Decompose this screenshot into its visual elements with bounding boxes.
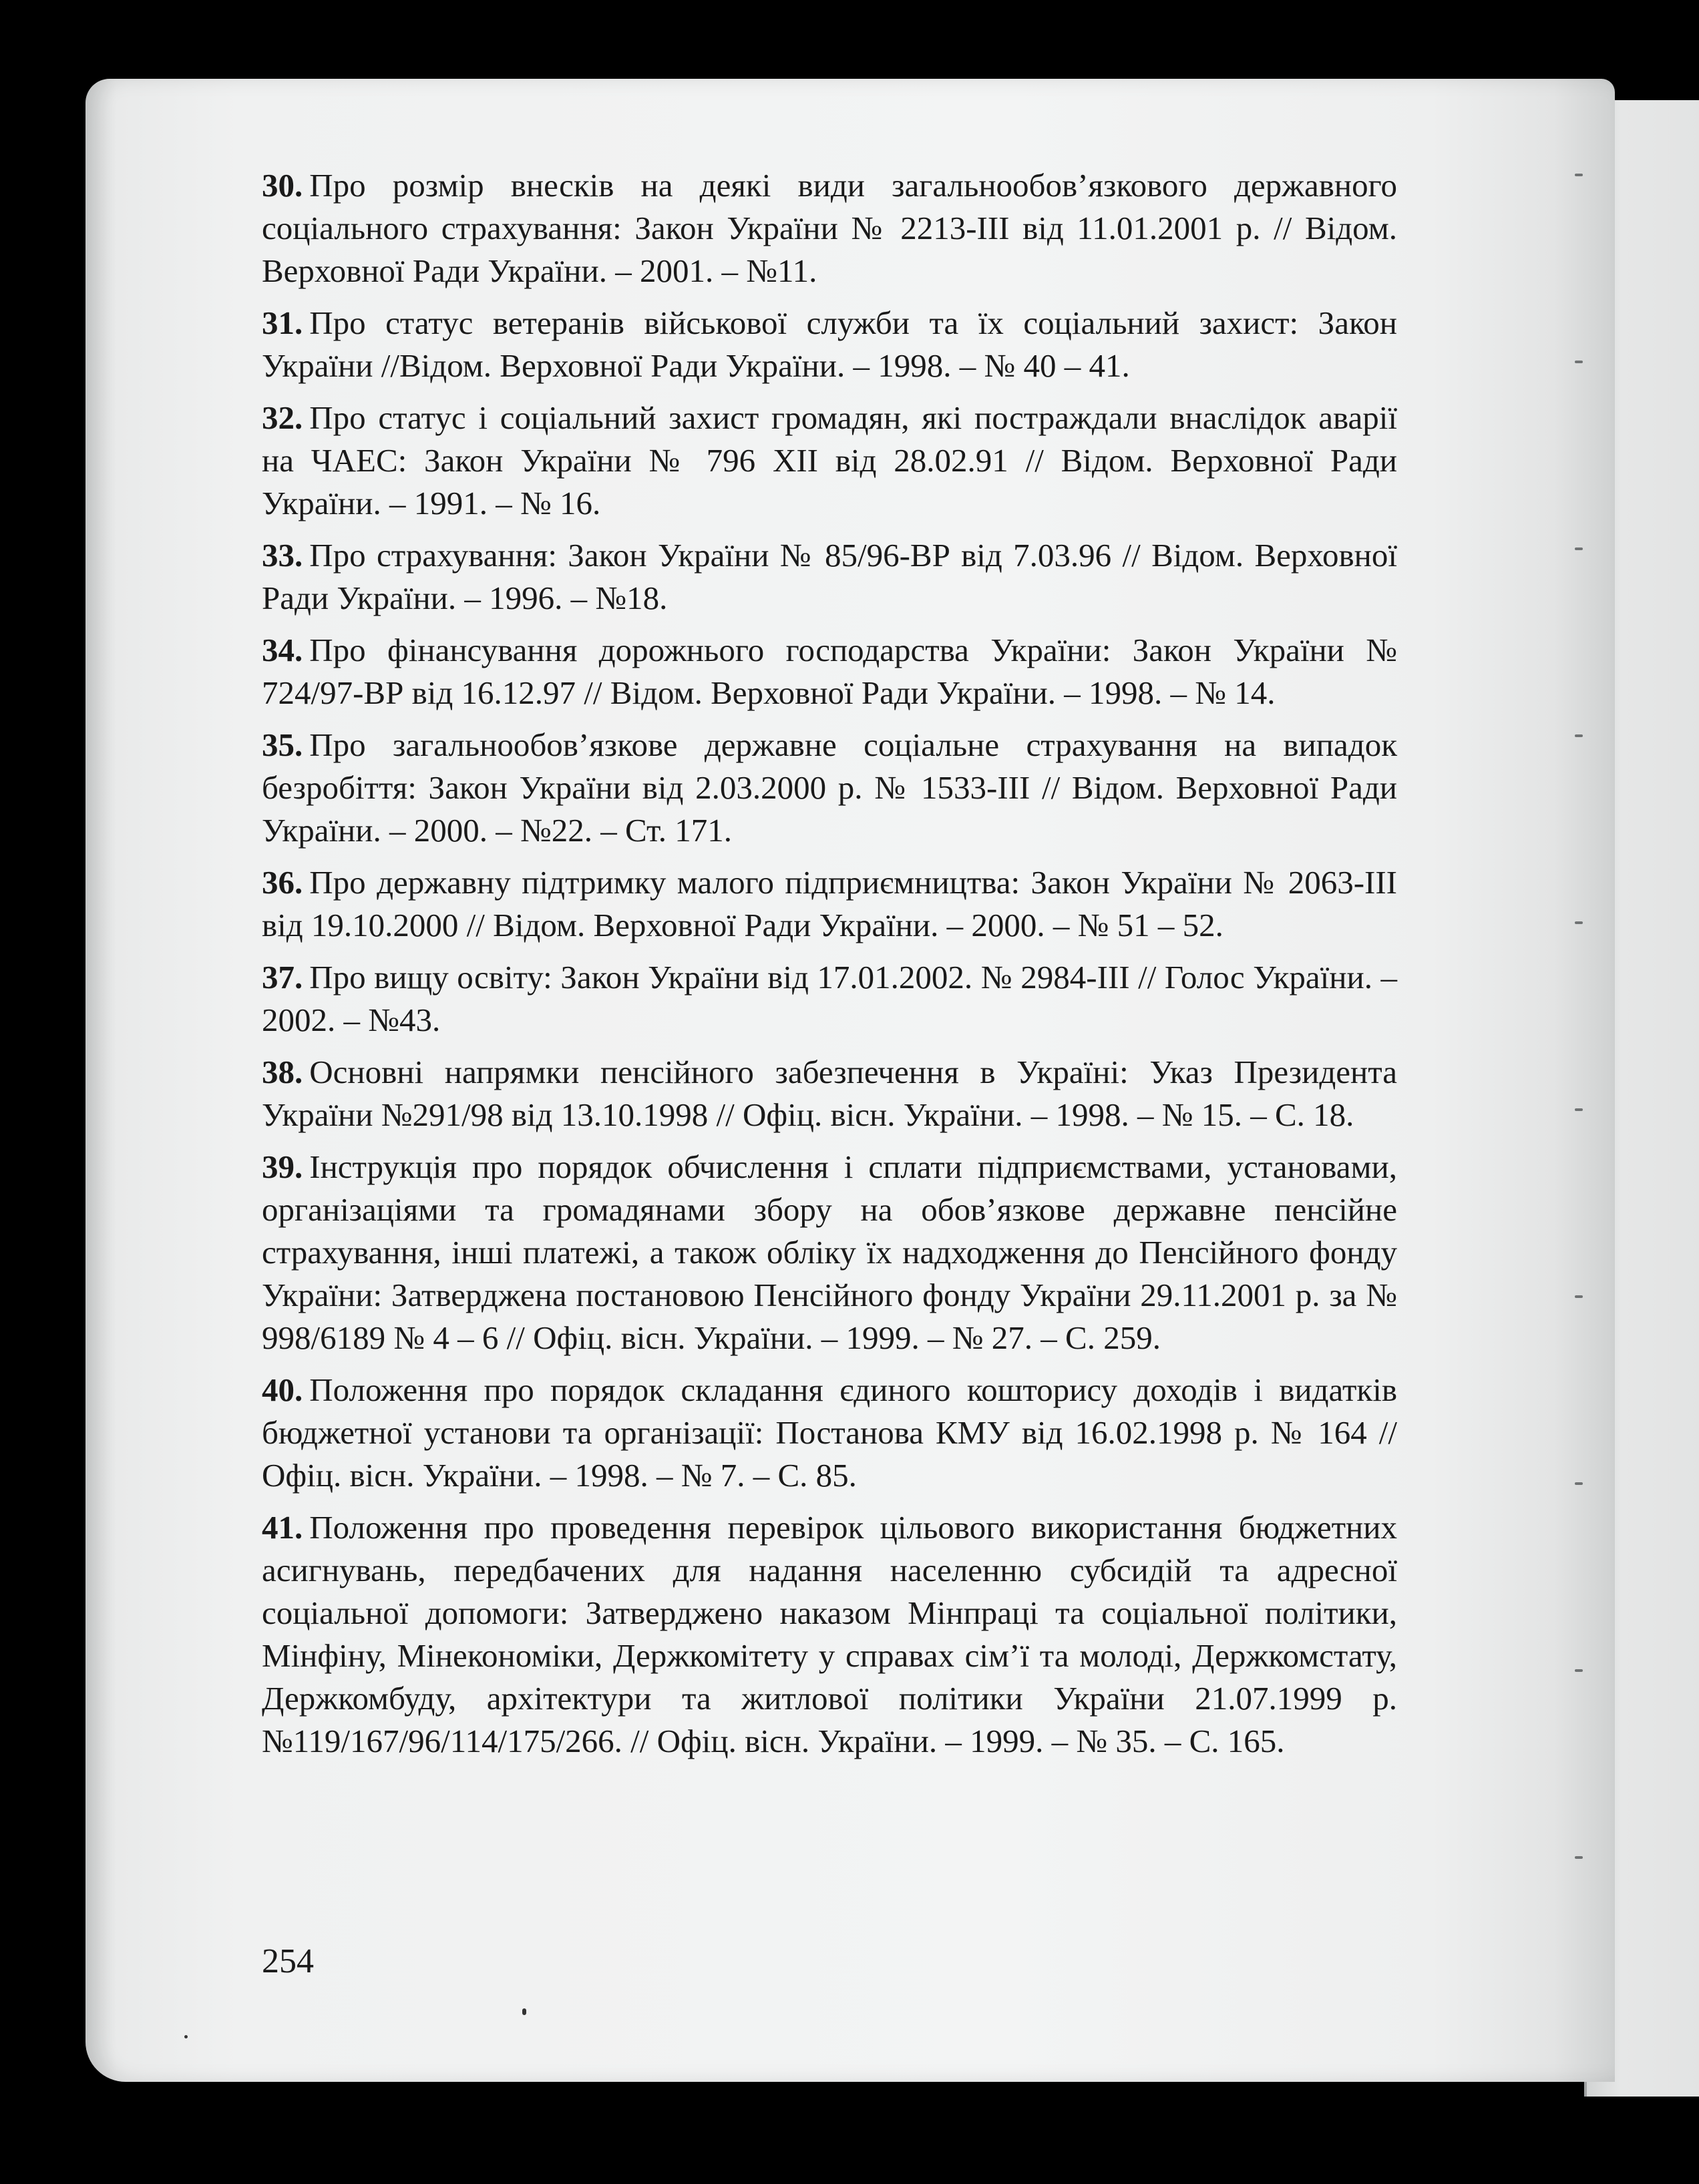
reference-entry: [262, 724, 1397, 852]
entry-text: Про страхування: Закон України № 85/96-ВР від 7.03.96 // Відом. Верховної Ради України. – 1996. – №18.: [262, 537, 1397, 616]
entry-text: Положення про проведення перевірок цільового використання бюджетних асигнувань, передбачених для надання населенню субсидій та адресної соціальної допомоги: Затверджено наказом Мінпраці та соціальної політики, Мінфіну, Мінекономіки, Держкомітету у справах сім’ї та молоді, Держкомстату, Держкомбуду, архітектури та житлової політики України 21.07.1999 р. №119/167/96/114/175/266. // Офіц. вісн. України. – 1999. – № 35. – С. 165.: [262, 1509, 1397, 1759]
reference-entry: [262, 1146, 1397, 1359]
entry-number: 40.: [262, 1371, 303, 1408]
entry-text: Про статус ветеранів військової служби та їх соціальний захист: Закон України //Відом. Верховної Ради України. – 1998. – № 40 – 41.: [262, 304, 1397, 384]
reference-entry: [262, 861, 1397, 947]
entry-number: 35.: [262, 726, 303, 763]
entry-number: 30.: [262, 167, 303, 204]
binding-mark: [1575, 1295, 1583, 1298]
reference-entry: [262, 1369, 1397, 1497]
binding-mark: [1575, 548, 1583, 550]
entry-text: Про загальнообов’язкове державне соціальне страхування на випадок безробіття: Закон України від 2.03.2000 р. № 1533-ІІІ // Відом. Верховної Ради України. – 2000. – №22. – Ст. 171.: [262, 726, 1397, 849]
entry-text: Положення про порядок складання єдиного кошторису доходів і видатків бюджетної установи та організації: Постанова КМУ від 16.02.1998 р. № 164 // Офіц. вісн. України. – 1998. – № 7. – С. 85.: [262, 1371, 1397, 1494]
entry-text: Про державну підтримку малого підприємництва: Закон України № 2063-ІІІ від 19.10.2000 // Відом. Верховної Ради України. – 2000. – № 51 – 52.: [262, 864, 1397, 943]
entry-number: 32.: [262, 399, 303, 436]
binding-mark: [1575, 1108, 1583, 1111]
page-number: 254: [262, 1942, 314, 1980]
entry-number: 31.: [262, 304, 303, 341]
binding-mark: [1575, 361, 1583, 363]
binding-mark: [1575, 734, 1583, 737]
binding-mark: [1575, 1669, 1583, 1672]
reference-entry: [262, 164, 1397, 292]
binding-mark: [1575, 1856, 1583, 1859]
entry-number: 34.: [262, 632, 303, 668]
entry-number: 33.: [262, 537, 303, 574]
entry-text: Про статус і соціальний захист громадян, які постраждали внаслідок аварії на ЧАЕС: Закон України № 796 XII від 28.02.91 // Відом. Верховної Ради України. – 1991. – № 16.: [262, 399, 1397, 521]
reference-entry: [262, 1051, 1397, 1136]
reference-entry: [262, 302, 1397, 387]
entry-text: Про розмір внесків на деякі види загальнообов’язкового державного соціального страхування: Закон України № 2213-ІІІ від 11.01.2001 р. // Відом. Верховної Ради України. – 2001. – №11.: [262, 167, 1397, 289]
reference-entry: [262, 956, 1397, 1042]
entry-number: 38.: [262, 1054, 303, 1090]
reference-entry: [262, 629, 1397, 714]
reference-entry: [262, 397, 1397, 525]
entry-number: 37.: [262, 959, 303, 996]
scan-speck: [522, 2008, 526, 2015]
entry-number: 39.: [262, 1148, 303, 1185]
entry-number: 36.: [262, 864, 303, 901]
reference-list: [262, 164, 1397, 1772]
entry-text: Інструкція про порядок обчислення і сплати підприємствами, установами, організаціями та громадянами збору на обов’язкове державне пенсійне страхування, інші платежі, а також обліку їх надходження до Пенсійного фонду України: Затверджена постановою Пенсійного фонду України 29.11.2001 р. за № 998/6189 № 4 – 6 // Офіц. вісн. України. – 1999. – № 27. – С. 259.: [262, 1148, 1397, 1356]
entry-text: Про вищу освіту: Закон України від 17.01.2002. № 2984-ІІІ // Голос України. – 2002. – №43.: [262, 959, 1397, 1038]
scan-speck: [184, 2035, 188, 2038]
entry-text: Про фінансування дорожнього господарства України: Закон України № 724/97-ВР від 16.12.97 // Відом. Верховної Ради України. – 1998. – № 14.: [262, 632, 1397, 711]
reference-entry: [262, 534, 1397, 620]
entry-number: 41.: [262, 1509, 303, 1546]
reference-entry: [262, 1506, 1397, 1763]
binding-mark: [1575, 1482, 1583, 1485]
binding-mark: [1575, 174, 1583, 176]
binding-mark: [1575, 921, 1583, 924]
entry-text: Основні напрямки пенсійного забезпечення в Україні: Указ Президента України №291/98 від 13.10.1998 // Офіц. вісн. України. – 1998. – № 15. – С. 18.: [262, 1054, 1397, 1133]
